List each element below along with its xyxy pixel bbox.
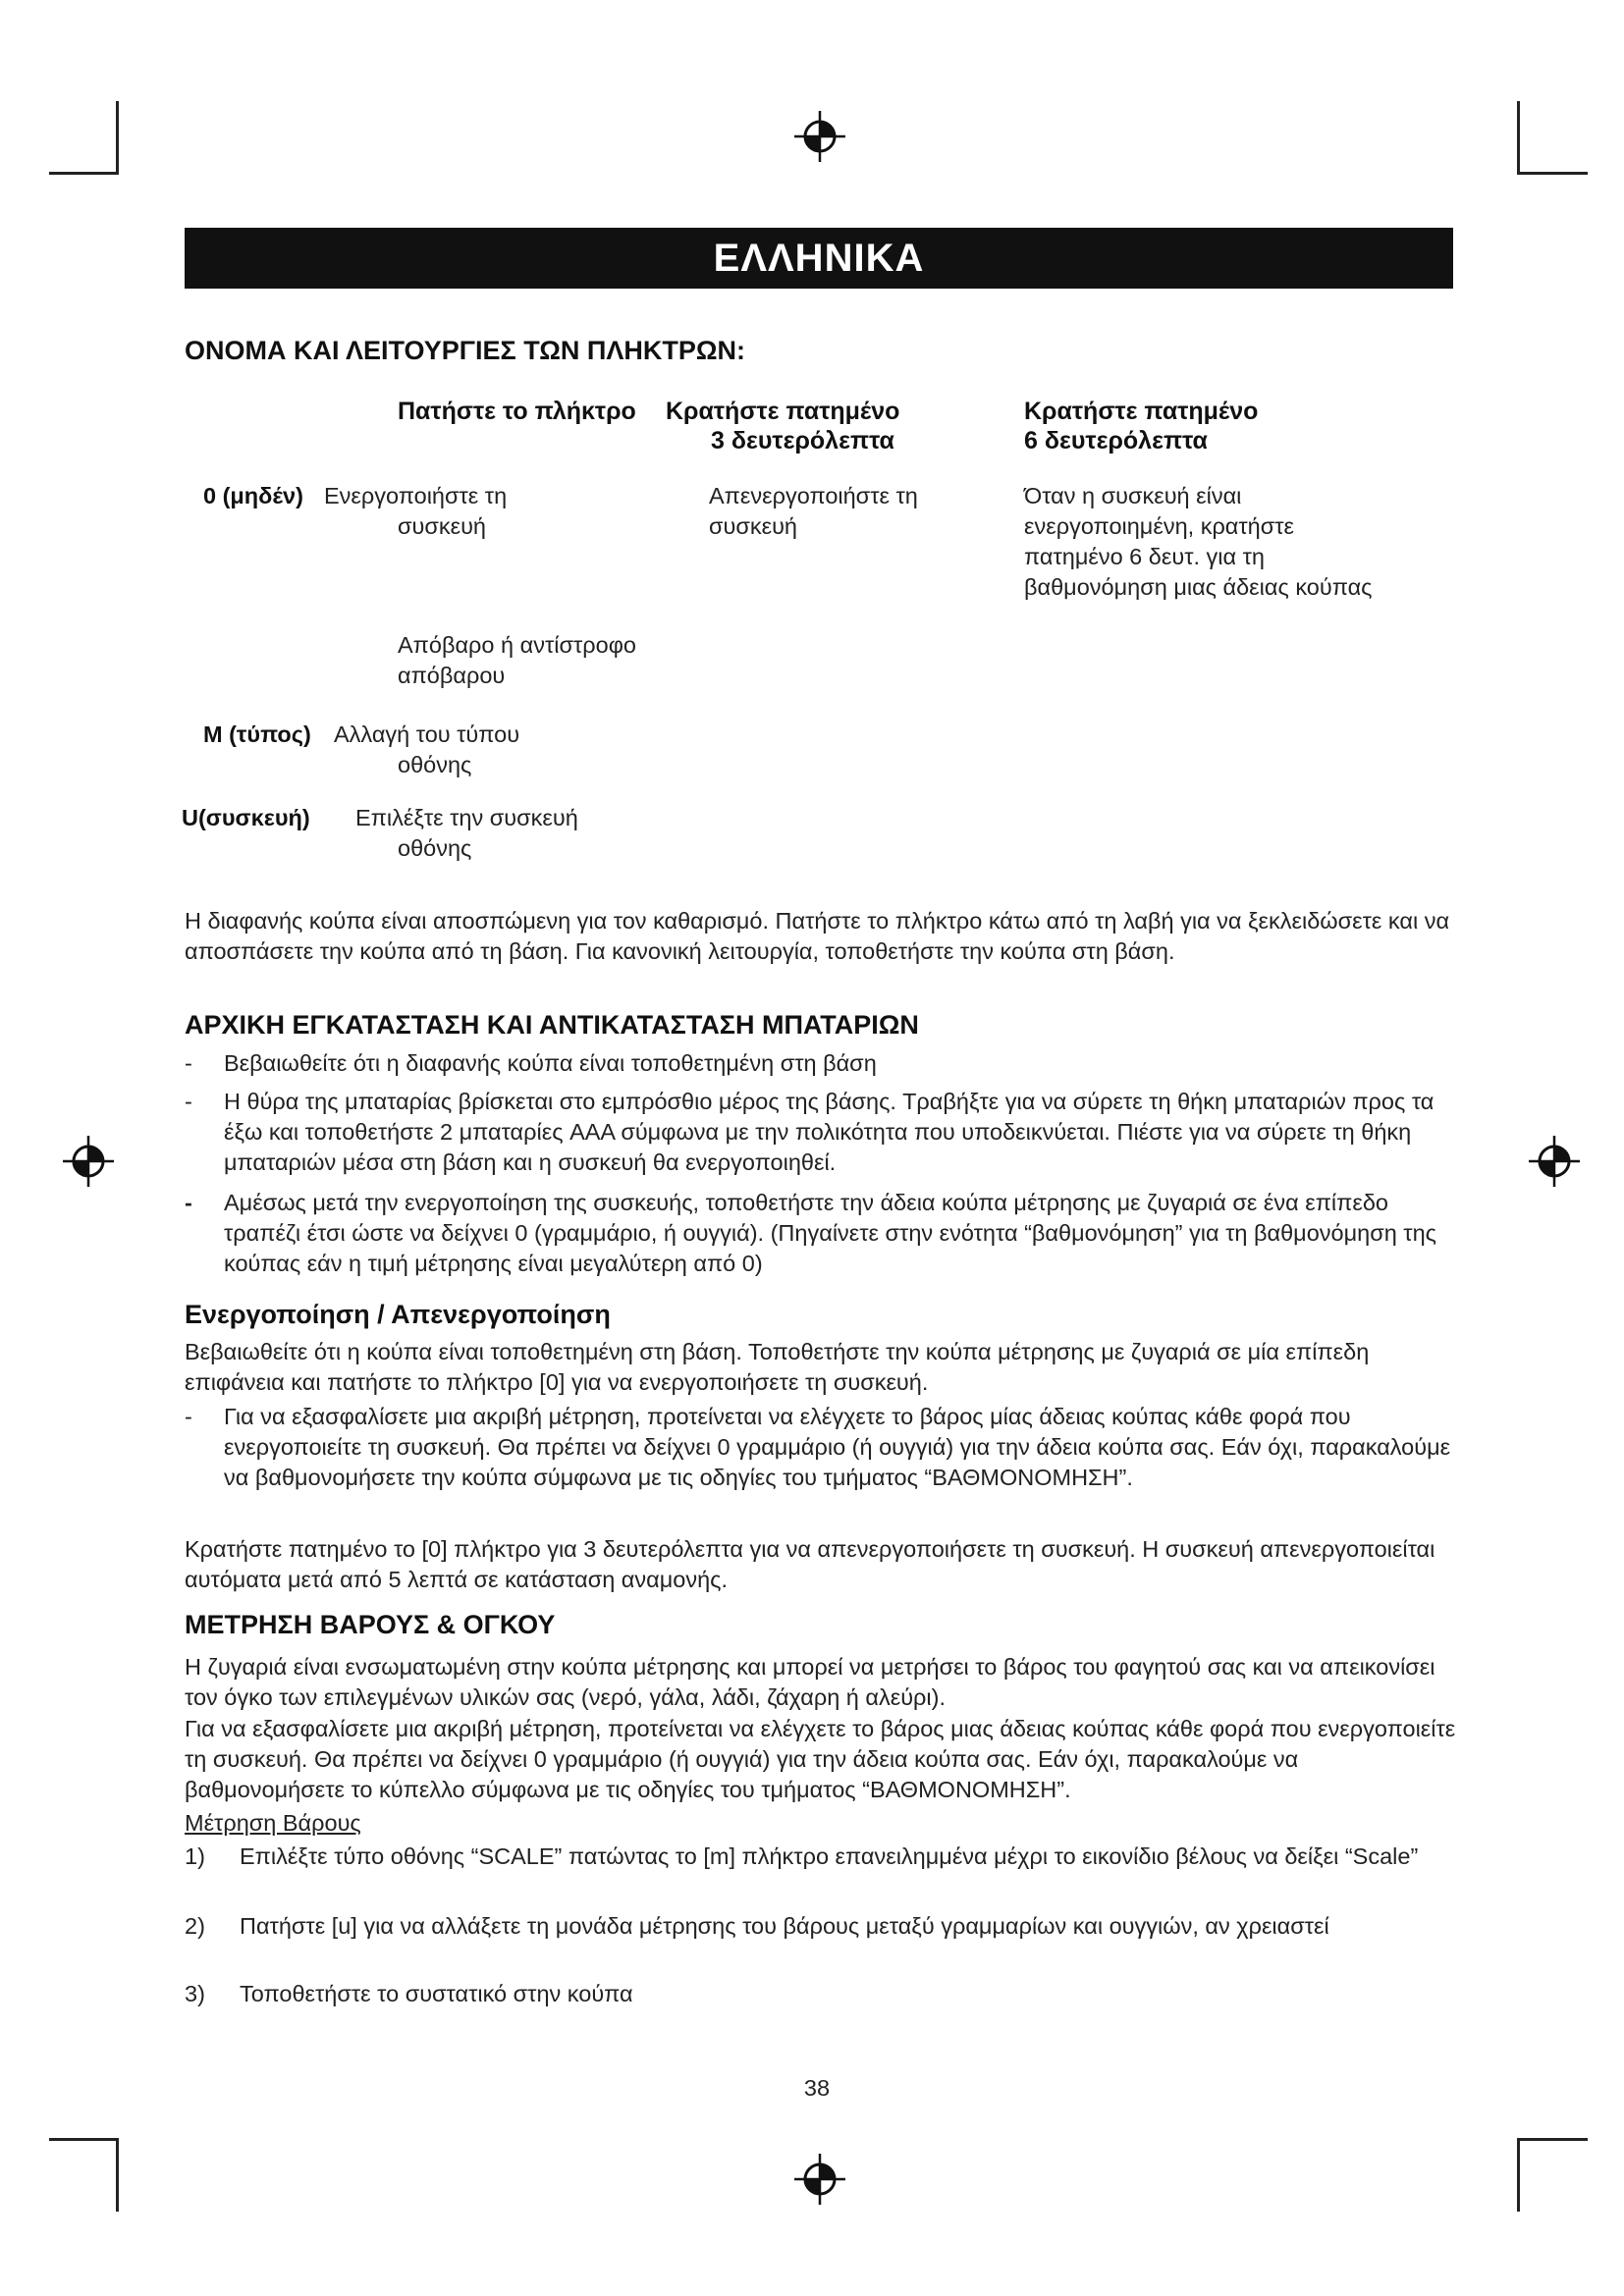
section-title-power: Ενεργοποίηση / Απενεργοποίηση <box>185 1300 611 1329</box>
registration-mark-icon <box>792 2152 847 2207</box>
subsection-title-weight: Μέτρηση Βάρους <box>185 1810 361 1836</box>
crop-mark-top-left <box>49 172 119 175</box>
registration-mark-icon <box>792 109 847 164</box>
column-header-press: Πατήστε το πλήκτρο <box>398 398 636 425</box>
crop-mark-bottom-right <box>1517 2138 1520 2212</box>
bullet-dash: - <box>185 1404 192 1429</box>
language-banner: ΕΛΛΗΝΙΚΑ <box>185 228 1453 289</box>
crop-mark-top-right <box>1517 101 1520 175</box>
section-title-key-functions: ΟΝΟΜΑ ΚΑΙ ΛΕΙΤΟΥΡΓΙΕΣ ΤΩΝ ΠΛΗΚΤΡΩΝ: <box>185 336 746 365</box>
press-action-line: Απόβαρο ή αντίστροφο <box>398 632 636 658</box>
bullet-dash: - <box>185 1050 192 1076</box>
hold3-action-line: Απενεργοποιήστε τη <box>709 483 918 508</box>
column-header-hold-3s: Κρατήστε πατημένο <box>666 398 900 425</box>
step-number: 3) <box>185 1981 205 2006</box>
hold6-action-line: βαθμονόμηση μιας άδειας κούπας <box>1024 574 1373 600</box>
press-action-line: Επιλέξτε την συσκευή <box>355 805 578 830</box>
key-name-zero: 0 (μηδέν) <box>203 483 303 508</box>
hold6-action-line: ενεργοποιημένη, κρατήστε <box>1024 513 1295 539</box>
power-paragraph: Βεβαιωθείτε ότι η κούπα είναι τοποθετημένη στη βάση. Τοποθετήστε την κούπα μέτρησης με ζυγαριά σε μία επίπεδη επιφάνεια και πατήστε το πλήκτρο [0] για να ενεργοποιήσετε τη συσκευή. <box>185 1339 1370 1395</box>
crop-mark-bottom-left <box>116 2138 119 2212</box>
key-name-unit: U(συσκευή) <box>182 805 310 830</box>
crop-mark-bottom-left <box>49 2138 119 2141</box>
power-off-paragraph: Κρατήστε πατημένο το [0] πλήκτρο για 3 δευτερόλεπτα για να απενεργοποιήσετε τη συσκευή. Η συσκευή απενεργοποιείται αυτόματα μετά από 5 λεπτά σε κατάσταση αναμονής. <box>185 1536 1435 1592</box>
weight-accuracy-paragraph: Για να εξασφαλίσετε μια ακριβή μέτρηση, προτείνεται να ελέγχετε το βάρος μιας άδειας κούπας κάθε φορά που ενεργοποιείτε τη συσκευή. Θα πρέπει να δείχνει 0 γραμμάριο (ή ουγγιά) για την άδεια κούπα σας. Εάν όχι, παρακαλούμε να βαθμονομήσετε το κύπελλο σύμφωνα με τις οδηγίες του τμήματος “ΒΑΘΜΟΝΟΜΗΣΗ”. <box>185 1716 1456 1802</box>
intro-paragraph: Η διαφανής κούπα είναι αποσπώμενη για τον καθαρισμό. Πατήστε το πλήκτρο κάτω από τη λαβή για να ξεκλειδώσετε και να αποσπάσετε την κούπα από τη βάση. Για κανονική λειτουργία, τοποθετήστε την κούπα στη βάση. <box>185 908 1450 964</box>
column-header-hold-6s: Κρατήστε πατημένο <box>1024 398 1259 425</box>
crop-mark-bottom-right <box>1517 2138 1588 2141</box>
section-title-batteries: ΑΡΧΙΚΗ ΕΓΚΑΤΑΣΤΑΣΗ ΚΑΙ ΑΝΤΙΚΑΤΑΣΤΑΣΗ ΜΠΑΤΑΡΙΩΝ <box>185 1010 919 1040</box>
press-action-line: απόβαρου <box>398 663 506 688</box>
crop-mark-top-right <box>1517 172 1588 175</box>
hold3-action-line: συσκευή <box>709 513 798 539</box>
page-number: 38 <box>803 2075 831 2101</box>
section-title-weight-volume: ΜΕΤΡΗΣΗ ΒΑΡΟΥΣ & ΟΓΚΟΥ <box>185 1610 556 1639</box>
bullet-dash: - <box>185 1089 192 1114</box>
step-number: 1) <box>185 1843 205 1869</box>
press-action-line: Αλλαγή του τύπου <box>334 721 520 747</box>
crop-mark-top-left <box>116 101 119 175</box>
column-header-hold-3s-duration: 3 δευτερόλεπτα <box>711 427 894 454</box>
registration-mark-icon <box>61 1134 116 1189</box>
press-action-line: οθόνης <box>398 835 472 861</box>
bullet-dash: - <box>185 1190 192 1215</box>
press-action-line: Ενεργοποιήστε τη <box>324 483 508 508</box>
step-number: 2) <box>185 1913 205 1939</box>
hold6-action-line: πατημένο 6 δευτ. για τη <box>1024 544 1265 569</box>
hold6-action-line: Όταν η συσκευή είναι <box>1024 483 1242 508</box>
press-action-line: συσκευή <box>398 513 487 539</box>
press-action-line: οθόνης <box>398 752 472 777</box>
weight-paragraph: Η ζυγαριά είναι ενσωματωμένη στην κούπα μέτρησης και μπορεί να μετρήσει το βάρος του φαγητού σας και να απεικονίσει τον όγκο των επιλεγμένων υλικών σας (νερό, γάλα, λάδι, ζάχαρη ή αλεύρι). <box>185 1654 1435 1710</box>
column-header-hold-6s-duration: 6 δευτερόλεπτα <box>1024 427 1208 454</box>
key-name-mode: M (τύπος) <box>203 721 311 747</box>
registration-mark-icon <box>1527 1134 1582 1189</box>
